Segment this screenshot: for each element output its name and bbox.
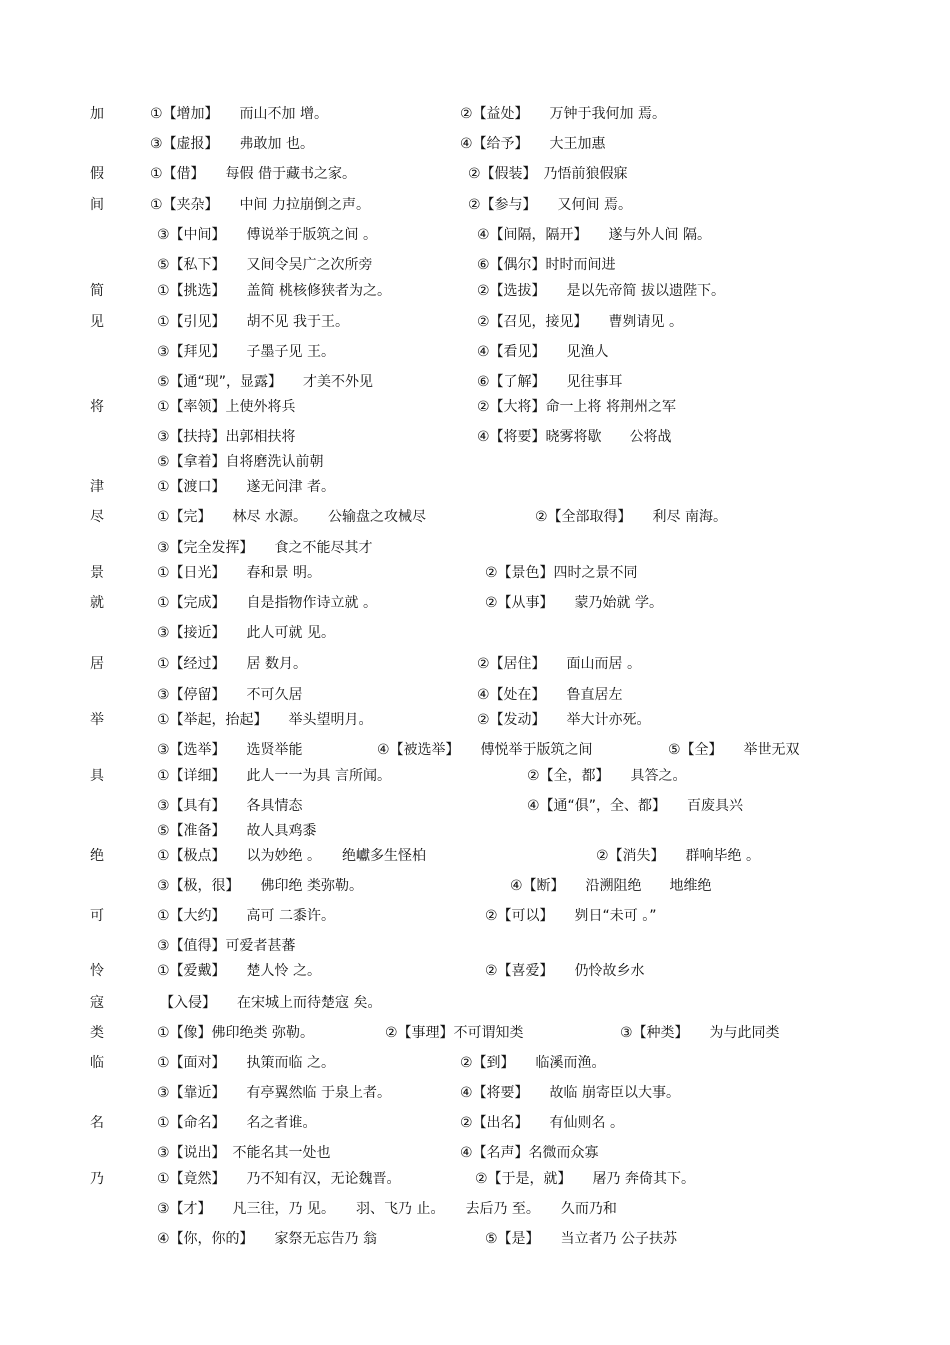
sense-item: ④【被选举】 傅悦举于版筑之间 bbox=[377, 742, 593, 758]
headword: 乃 bbox=[90, 1171, 104, 1187]
sense-item: ③【选举】 选贤举能 bbox=[157, 742, 303, 758]
sense-item: ③【才】 凡三往，乃 见。 羽、飞乃 止。 去后乃 至。 久而乃和 bbox=[157, 1201, 617, 1217]
headword: 居 bbox=[90, 656, 104, 672]
entry-line bbox=[0, 451, 950, 473]
sense-item: ②【出名】 有仙则名 。 bbox=[460, 1115, 625, 1131]
headword: 临 bbox=[90, 1055, 104, 1071]
entry-line bbox=[0, 254, 950, 276]
sense-item: ④【你，你的】 家祭无忘告乃 翁 bbox=[157, 1231, 378, 1247]
headword: 举 bbox=[90, 712, 104, 728]
sense-item: ①【详细】 此人一一为具 言所闻。 bbox=[157, 768, 391, 784]
sense-item: ③【值得】可爱者甚蕃 bbox=[157, 938, 296, 954]
sense-item: ④【名声】名微而众寡 bbox=[460, 1145, 599, 1161]
entry-line bbox=[0, 592, 950, 614]
sense-item: ①【完成】 自是指物作诗立就 。 bbox=[157, 595, 378, 611]
entry-line bbox=[0, 133, 950, 155]
headword: 名 bbox=[90, 1115, 104, 1131]
entry-line bbox=[0, 280, 950, 302]
entry-line bbox=[0, 194, 950, 216]
entry-line bbox=[0, 905, 950, 927]
sense-item: ①【命名】 名之者谁。 bbox=[157, 1115, 317, 1131]
sense-item: ⑤【是】 当立者乃 公子扶苏 bbox=[485, 1231, 678, 1247]
sense-item: ③【扶持】出郭相扶将 bbox=[157, 429, 296, 445]
entry-line bbox=[0, 1112, 950, 1134]
sense-item: ⑥【了解】 见往事耳 bbox=[477, 374, 623, 390]
sense-item: ②【假装】 乃悟前狼假寐 bbox=[468, 166, 628, 182]
sense-item: ②【事理】不可谓知类 bbox=[385, 1025, 524, 1041]
headword: 可 bbox=[90, 908, 104, 924]
headword: 就 bbox=[90, 595, 104, 611]
sense-item: ①【夹杂】 中间 力拉崩倒之声。 bbox=[150, 197, 371, 213]
entry-line bbox=[0, 960, 950, 982]
entry-line bbox=[0, 311, 950, 333]
sense-item: ①【面对】 执策而临 之。 bbox=[157, 1055, 336, 1071]
entry-line bbox=[0, 875, 950, 897]
sense-item: ④【间隔，隔开】 遂与外人间 隔。 bbox=[477, 227, 711, 243]
sense-item: ④【通“俱”，全、都】 百废具兴 bbox=[527, 798, 744, 814]
entry-line bbox=[0, 476, 950, 498]
headword: 怜 bbox=[90, 963, 104, 979]
sense-item: ⑤【通“现”，显露】 才美不外见 bbox=[157, 374, 374, 390]
sense-item: ⑤【全】 举世无双 bbox=[668, 742, 800, 758]
entry-line bbox=[0, 506, 950, 528]
sense-item: ②【参与】 又何间 焉。 bbox=[468, 197, 633, 213]
sense-item: ⑤【准备】 故人具鸡黍 bbox=[157, 823, 317, 839]
headword: 加 bbox=[90, 106, 104, 122]
sense-item: ②【到】 临溪而渔。 bbox=[460, 1055, 606, 1071]
sense-item: ②【景色】四时之景不同 bbox=[485, 565, 638, 581]
sense-item: ④【给予】 大王加惠 bbox=[460, 136, 606, 152]
sense-item: ①【经过】 居 数月。 bbox=[157, 656, 308, 672]
sense-item: ④【处在】 鲁直居左 bbox=[477, 687, 623, 703]
sense-item: ②【消失】 群响毕绝 。 bbox=[596, 848, 761, 864]
entry-line bbox=[0, 845, 950, 867]
sense-item: ②【益处】 万钟于我何加 焉。 bbox=[460, 106, 667, 122]
sense-item: ①【像】佛印绝类 弥勒。 bbox=[157, 1025, 315, 1041]
sense-item: ④【看见】 见渔人 bbox=[477, 344, 609, 360]
entry-line bbox=[0, 163, 950, 185]
sense-item: ①【爱戴】 楚人怜 之。 bbox=[157, 963, 322, 979]
entry-line bbox=[0, 653, 950, 675]
sense-item: ③【种类】 为与此同类 bbox=[620, 1025, 780, 1041]
sense-item: ②【喜爱】 仍怜故乡水 bbox=[485, 963, 645, 979]
sense-item: ①【举起，抬起】 举头望明月。 bbox=[157, 712, 373, 728]
sense-item: ③【极，很】 佛印绝 类弥勒。 bbox=[157, 878, 364, 894]
sense-item: ③【完全发挥】 食之不能尽其才 bbox=[157, 540, 373, 556]
sense-item: ③【拜见】 子墨子见 王。 bbox=[157, 344, 336, 360]
entry-line bbox=[0, 224, 950, 246]
sense-item: ④【断】 沿溯阻绝 地维绝 bbox=[510, 878, 712, 894]
headword: 尽 bbox=[90, 509, 104, 525]
headword: 景 bbox=[90, 565, 104, 581]
entry-line bbox=[0, 820, 950, 842]
sense-item: ①【挑选】 盖简 桃核修狭者为之。 bbox=[157, 283, 391, 299]
entry-line bbox=[0, 371, 950, 393]
headword: 将 bbox=[90, 399, 104, 415]
sense-item: ①【渡口】 遂无问津 者。 bbox=[157, 479, 336, 495]
sense-item: ③【中间】 傅说举于版筑之间 。 bbox=[157, 227, 378, 243]
entry-line bbox=[0, 103, 950, 125]
entry-line bbox=[0, 1142, 950, 1164]
sense-item: ②【从事】 蒙乃始就 学。 bbox=[485, 595, 664, 611]
headword: 假 bbox=[90, 166, 104, 182]
sense-item: ③【靠近】 有亭翼然临 于泉上者。 bbox=[157, 1085, 391, 1101]
entry-line bbox=[0, 992, 950, 1014]
sense-item: ④【将要】 故临 崩寄臣以大事。 bbox=[460, 1085, 681, 1101]
headword: 具 bbox=[90, 768, 104, 784]
sense-item: ④【将要】晓雾将歇 公将战 bbox=[477, 429, 672, 445]
entry-line bbox=[0, 935, 950, 957]
sense-item: ③【停留】 不可久居 bbox=[157, 687, 303, 703]
entry-line bbox=[0, 622, 950, 644]
sense-item: ③【具有】 各具情态 bbox=[157, 798, 303, 814]
sense-item: ②【可以】 刿日“未可 。” bbox=[485, 908, 657, 924]
entry-line bbox=[0, 396, 950, 418]
sense-item: ①【借】 每假 借于藏书之家。 bbox=[150, 166, 357, 182]
sense-item: ②【发动】 举大计亦死。 bbox=[477, 712, 651, 728]
headword: 间 bbox=[90, 197, 104, 213]
sense-item: ③【说出】 不能名其一处也 bbox=[157, 1145, 331, 1161]
entry-line bbox=[0, 426, 950, 448]
sense-item: ⑤【拿着】自将磨洗认前朝 bbox=[157, 454, 324, 470]
sense-item: ⑤【私下】 又间令吴广之次所旁 bbox=[157, 257, 373, 273]
headword: 绝 bbox=[90, 848, 104, 864]
headword: 简 bbox=[90, 283, 104, 299]
sense-item: ①【增加】 而山不加 增。 bbox=[150, 106, 329, 122]
entry-line bbox=[0, 341, 950, 363]
entry-line bbox=[0, 1228, 950, 1250]
sense-item: ①【大约】 高可 二黍许。 bbox=[157, 908, 336, 924]
headword: 寇 bbox=[90, 995, 104, 1011]
entry-line bbox=[0, 1168, 950, 1190]
sense-item: ①【竟然】 乃不知有汉，无论魏晋。 bbox=[157, 1171, 401, 1187]
sense-item: 【入侵】 在宋城上而待楚寇 矣。 bbox=[160, 995, 382, 1011]
entry-line bbox=[0, 537, 950, 559]
headword: 类 bbox=[90, 1025, 104, 1041]
headword: 见 bbox=[90, 314, 104, 330]
entry-line bbox=[0, 765, 950, 787]
sense-item: ①【日光】 春和景 明。 bbox=[157, 565, 322, 581]
sense-item: ①【引见】 胡不见 我于王。 bbox=[157, 314, 350, 330]
entry-line bbox=[0, 1082, 950, 1104]
entry-line bbox=[0, 1052, 950, 1074]
headword: 津 bbox=[90, 479, 104, 495]
entry-line bbox=[0, 562, 950, 584]
entry-line bbox=[0, 795, 950, 817]
entry-line bbox=[0, 739, 950, 761]
sense-item: ⑥【偶尔】时时而间进 bbox=[477, 257, 616, 273]
sense-item: ②【大将】命一上将 将荆州之军 bbox=[477, 399, 677, 415]
sense-item: ②【全部取得】 利尽 南海。 bbox=[535, 509, 728, 525]
sense-item: ①【极点】 以为妙绝 。 绝巘多生怪柏 bbox=[157, 848, 426, 864]
sense-item: ①【率领】上使外将兵 bbox=[157, 399, 296, 415]
sense-item: ②【选拔】 是以先帝简 拔以遗陛下。 bbox=[477, 283, 725, 299]
sense-item: ②【召见，接见】 曹刿请见 。 bbox=[477, 314, 684, 330]
entry-line bbox=[0, 1198, 950, 1220]
sense-item: ③【虚报】 弗敢加 也。 bbox=[150, 136, 315, 152]
entry-line bbox=[0, 1022, 950, 1044]
sense-item: ②【全，都】 具答之。 bbox=[527, 768, 687, 784]
entry-line bbox=[0, 684, 950, 706]
entry-line bbox=[0, 709, 950, 731]
sense-item: ①【完】 林尽 水源。 公输盘之攻械尽 bbox=[157, 509, 426, 525]
sense-item: ②【居住】 面山而居 。 bbox=[477, 656, 642, 672]
sense-item: ②【于是，就】 屠乃 奔倚其下。 bbox=[475, 1171, 696, 1187]
sense-item: ③【接近】 此人可就 见。 bbox=[157, 625, 336, 641]
